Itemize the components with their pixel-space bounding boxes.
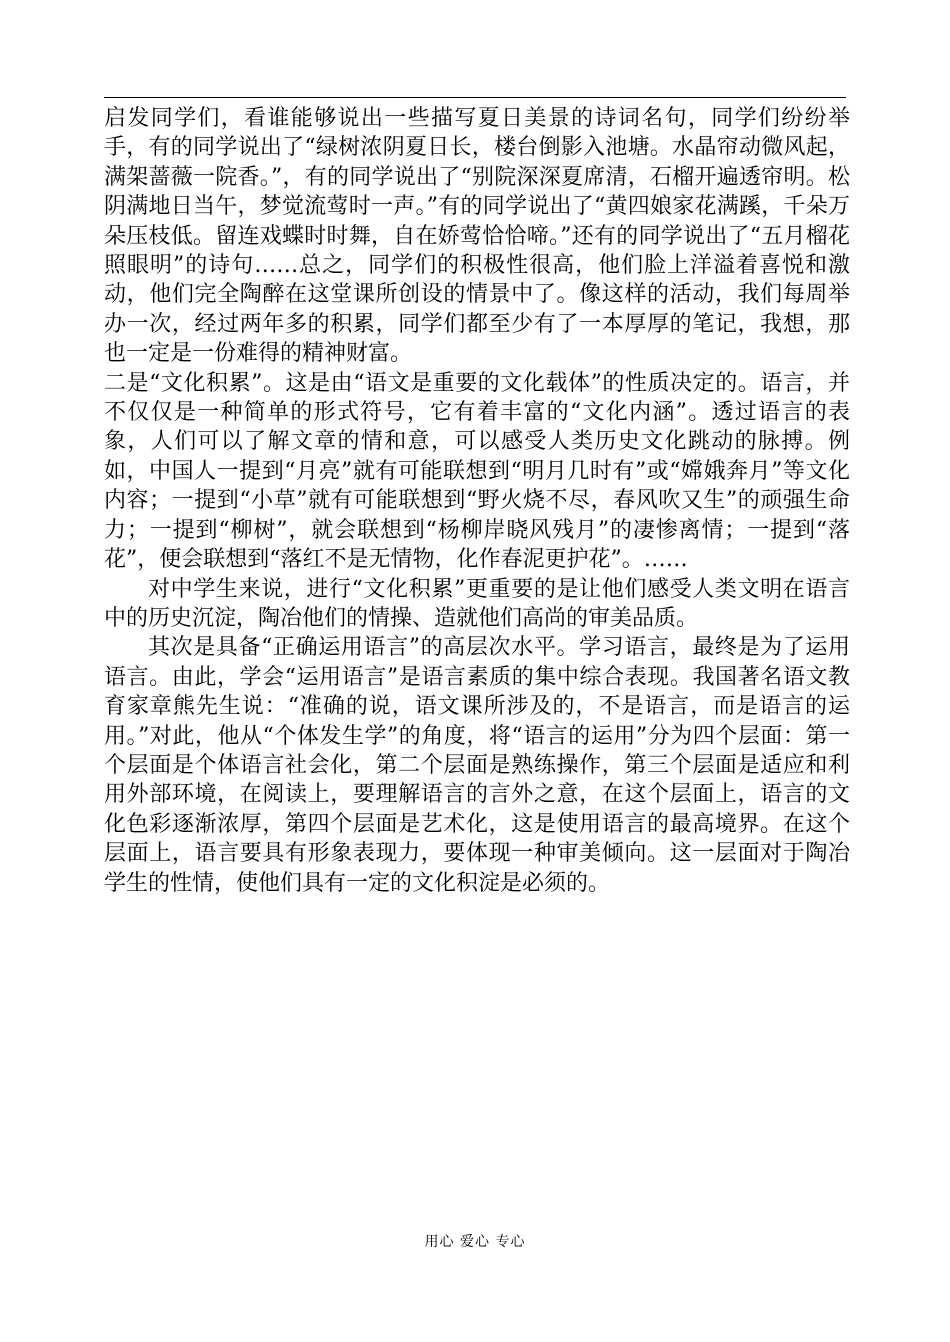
paragraph-middle-school-students: 对中学生来说，进行“文化积累”更重要的是让他们感受人类文明在语言中的历史沉淀，陶冶他们的情操、造就他们高尚的审美品质。 — [104, 576, 850, 631]
body-text — [104, 104, 850, 898]
page-footer: 用心 爱心 专心 — [424, 1234, 526, 1250]
paragraph-cultural-accumulation: 二是“文化积累”。这是由“语文是重要的文化载体”的性质决定的。语言，并不仅仅是一种简单的形式符号，它有着丰富的“文化内涵”。透过语言的表象，人们可以了解文章的情和意，可以感受人类历史文化跳动的脉搏。例如，中国人一提到“月亮”就有可能联想到“明月几时有”或“嫦娥奔月”等文化内容；一提到“小草”就有可能联想到“野火烧不尽，春风吹又生”的顽强生命力；一提到“柳树”，就会联想到“杨柳岸晓风残月”的凄惨离情；一提到“落花”，便会联想到“落红不是无情物，化作春泥更护花”。…… — [104, 370, 850, 573]
header-rule — [104, 97, 846, 98]
paragraph-summer-poems: 启发同学们，看谁能够说出一些描写夏日美景的诗词名句，同学们纷纷举手，有的同学说出了“绿树浓阴夏日长，楼台倒影入池塘。水晶帘动微风起，满架蔷薇一院香。”，有的同学说出了“别院深深夏席清，石榴开遍透帘明。松阴满地日当午，梦觉流莺时一声。”有的同学说出了“黄四娘家花满蹊，千朵万朵压枝低。留连戏蝶时时舞，自在娇莺恰恰啼。”还有的同学说出了“五月榴花照眼明”的诗句……总之，同学们的积极性很高，他们脸上洋溢着喜悦和激动，他们完全陶醉在这堂课所创设的情景中了。像这样的活动，我们每周举办一次，经过两年多的积累，同学们都至少有了一本厚厚的笔记，我想，那也一定是一份难得的精神财富。 — [104, 106, 850, 367]
paragraph-language-use: 其次是具备“正确运用语言”的高层次水平。学习语言，最终是为了运用语言。由此，学会“运用语言”是语言素质的集中综合表现。我国著名语文教育家章熊先生说：“准确的说，语文课所涉及的，不是语言，而是语言的运用。”对此，他从“个体发生学”的角度，将“语言的运用”分为四个层面：第一个层面是个体语言社会化，第二个层面是熟练操作，第三个层面是适应和利用外部环境，在阅读上，要理解语言的言外之意，在这个层面上，语言的文化色彩逐渐浓厚，第四个层面是艺术化，这是使用语言的最高境界。在这个层面上，语言要具有形象表现力，要体现一种审美倾向。这一层面对于陶冶学生的性情，使他们具有一定的文化积淀是必须的。 — [104, 635, 850, 896]
